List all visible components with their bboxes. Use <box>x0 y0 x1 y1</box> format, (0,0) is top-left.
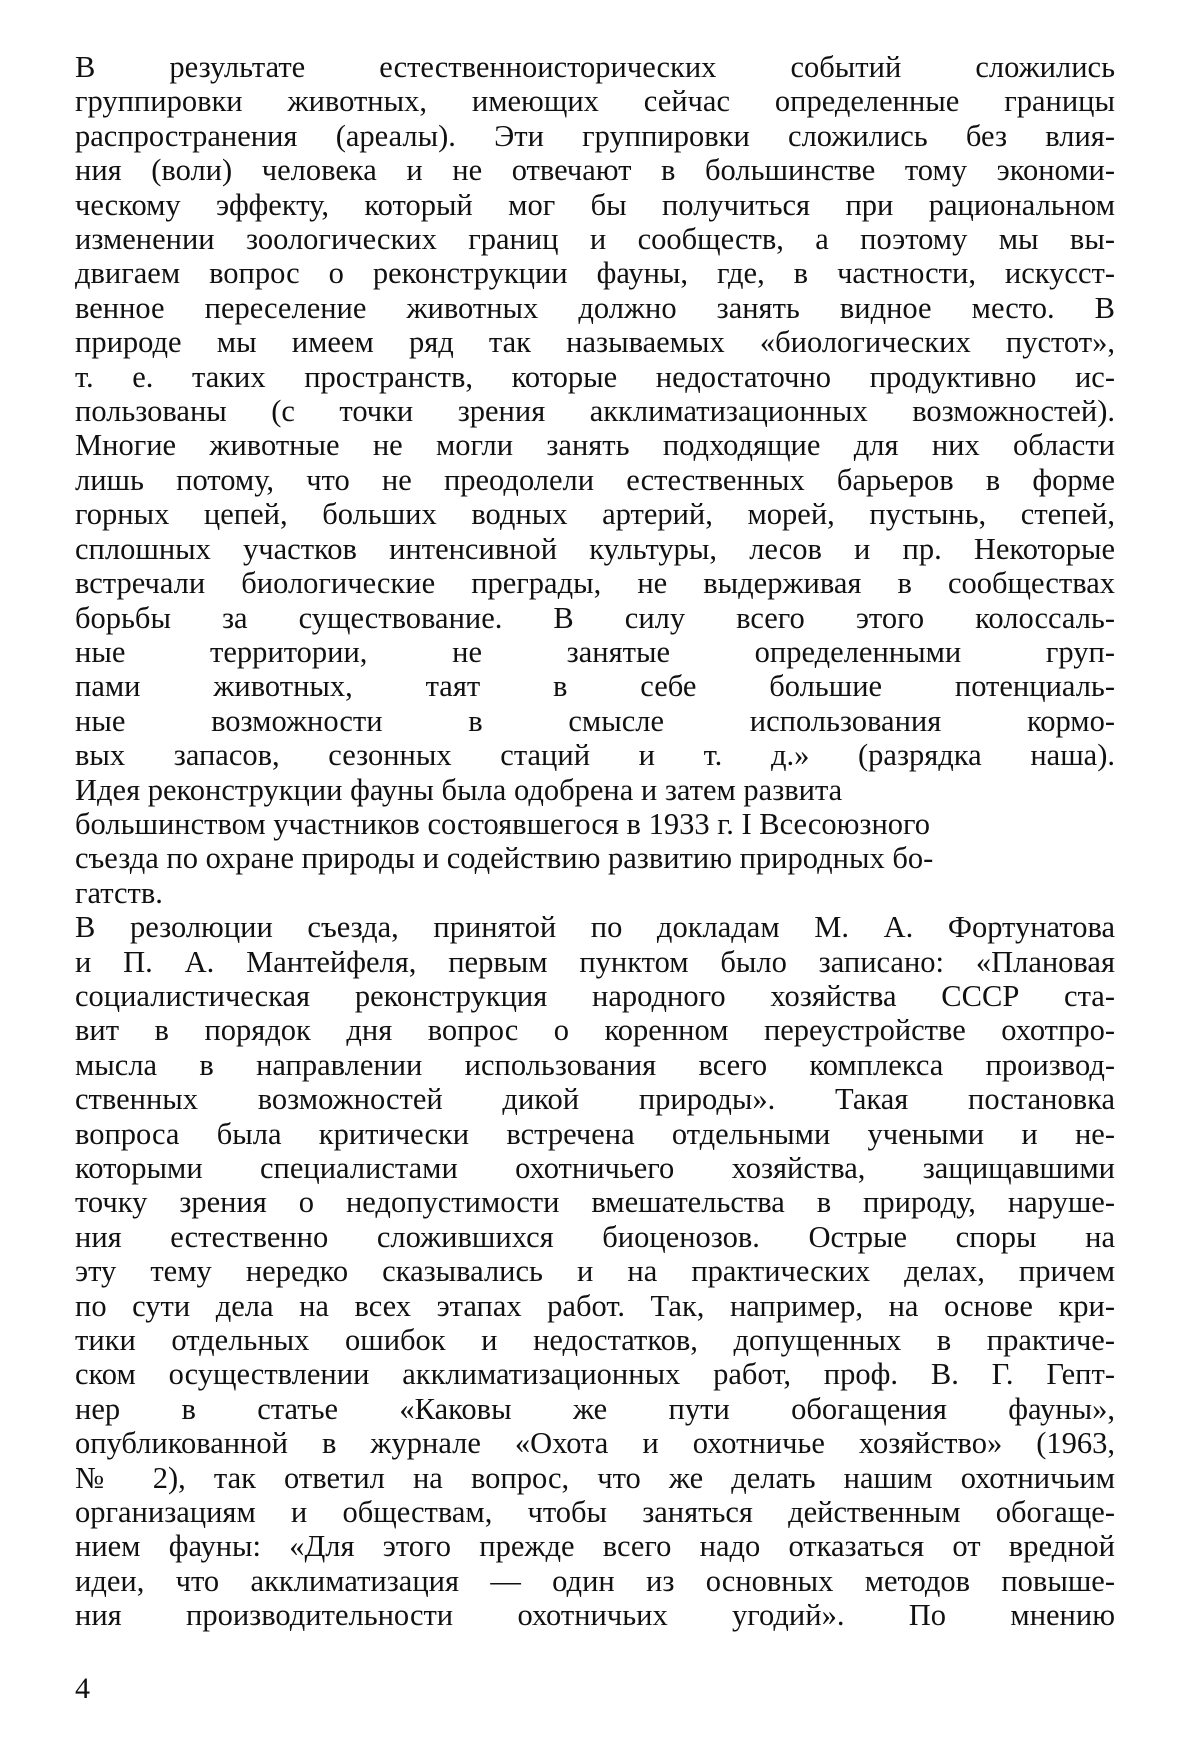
page-text <box>75 50 1115 1633</box>
page-number: 4 <box>75 1672 90 1705</box>
paragraph-1: В результате естественноисторических событий сложились группировки животных, имеющих сейчас определенные границы распространения (ареалы). Эти группировки сложились без влия- ния (воли) человека и не отвечают в большинстве тому экономи- ческому эффекту, который мог бы получиться при рациональном изменении зоологических границ и сообществ, а поэтому мы вы- двигаем вопрос о реконструкции фауны, где, в частности, искусст- венное переселение животных должно занять видное место. В природе мы имеем ряд так называемых «биологических пустот», т. е. таких пространств, которые недостаточно продуктивно ис- пользованы (с точки зрения акклиматизационных возможностей). Многие животные не могли занять подходящие для них области лишь потому, что не преодолели естественных барьеров в форме горных цепей, больших водных артерий, морей, пустынь, степей, сплошных участков интенсивной культуры, лесов и пр. Некоторые встречали биологические преграды, не выдерживая в сообществах борьбы за существование. В силу всего этого колоссаль- ные территории, не занятые определенными груп- пами животных, таят в себе большие потенциаль- ные возможности в смысле использования кормо- вых запасов, сезонных стаций и т. д.» (разрядка наша). <box>75 50 1115 773</box>
paragraph-3: В резолюции съезда, принятой по докладам М. А. Фортунатова и П. А. Мантейфеля, первым пунктом было записано: «Плановая социалистическая реконструкция народного хозяйства СССР ста- вит в порядок дня вопрос о коренном переустройстве охотпро- мысла в направлении использования всего комплекса производ- ственных возможностей дикой природы». Такая постановка вопроса была критически встречена отдельными учеными и не- которыми специалистами охотничьего хозяйства, защищавшими точку зрения о недопустимости вмешательства в природу, наруше- ния естественно сложившихся биоценозов. Острые споры на эту тему нередко сказывались и на практических делах, причем по сути дела на всех этапах работ. Так, например, на основе кри- тики отдельных ошибок и недостатков, допущенных в практиче- ском осуществлении акклиматизационных работ, проф. В. Г. Гепт- нер в статье «Каковы же пути обогащения фауны», опубликованной в журнале «Охота и охотничье хозяйство» (1963, № 2), так ответил на вопрос, что же делать нашим охотничьим организациям и обществам, чтобы заняться действенным обогаще- нием фауны: «Для этого прежде всего надо отказаться от вредной идеи, что акклиматизация — один из основных методов повыше- ния производительности охотничьих угодий». По мнению <box>75 910 1115 1633</box>
paragraph-2: Идея реконструкции фауны была одобрена и затем развита большинством участников состоявшегося в 1933 г. I Всесоюзного съезда по охране природы и содействию развитию природных бо- гатств. <box>75 772 934 910</box>
